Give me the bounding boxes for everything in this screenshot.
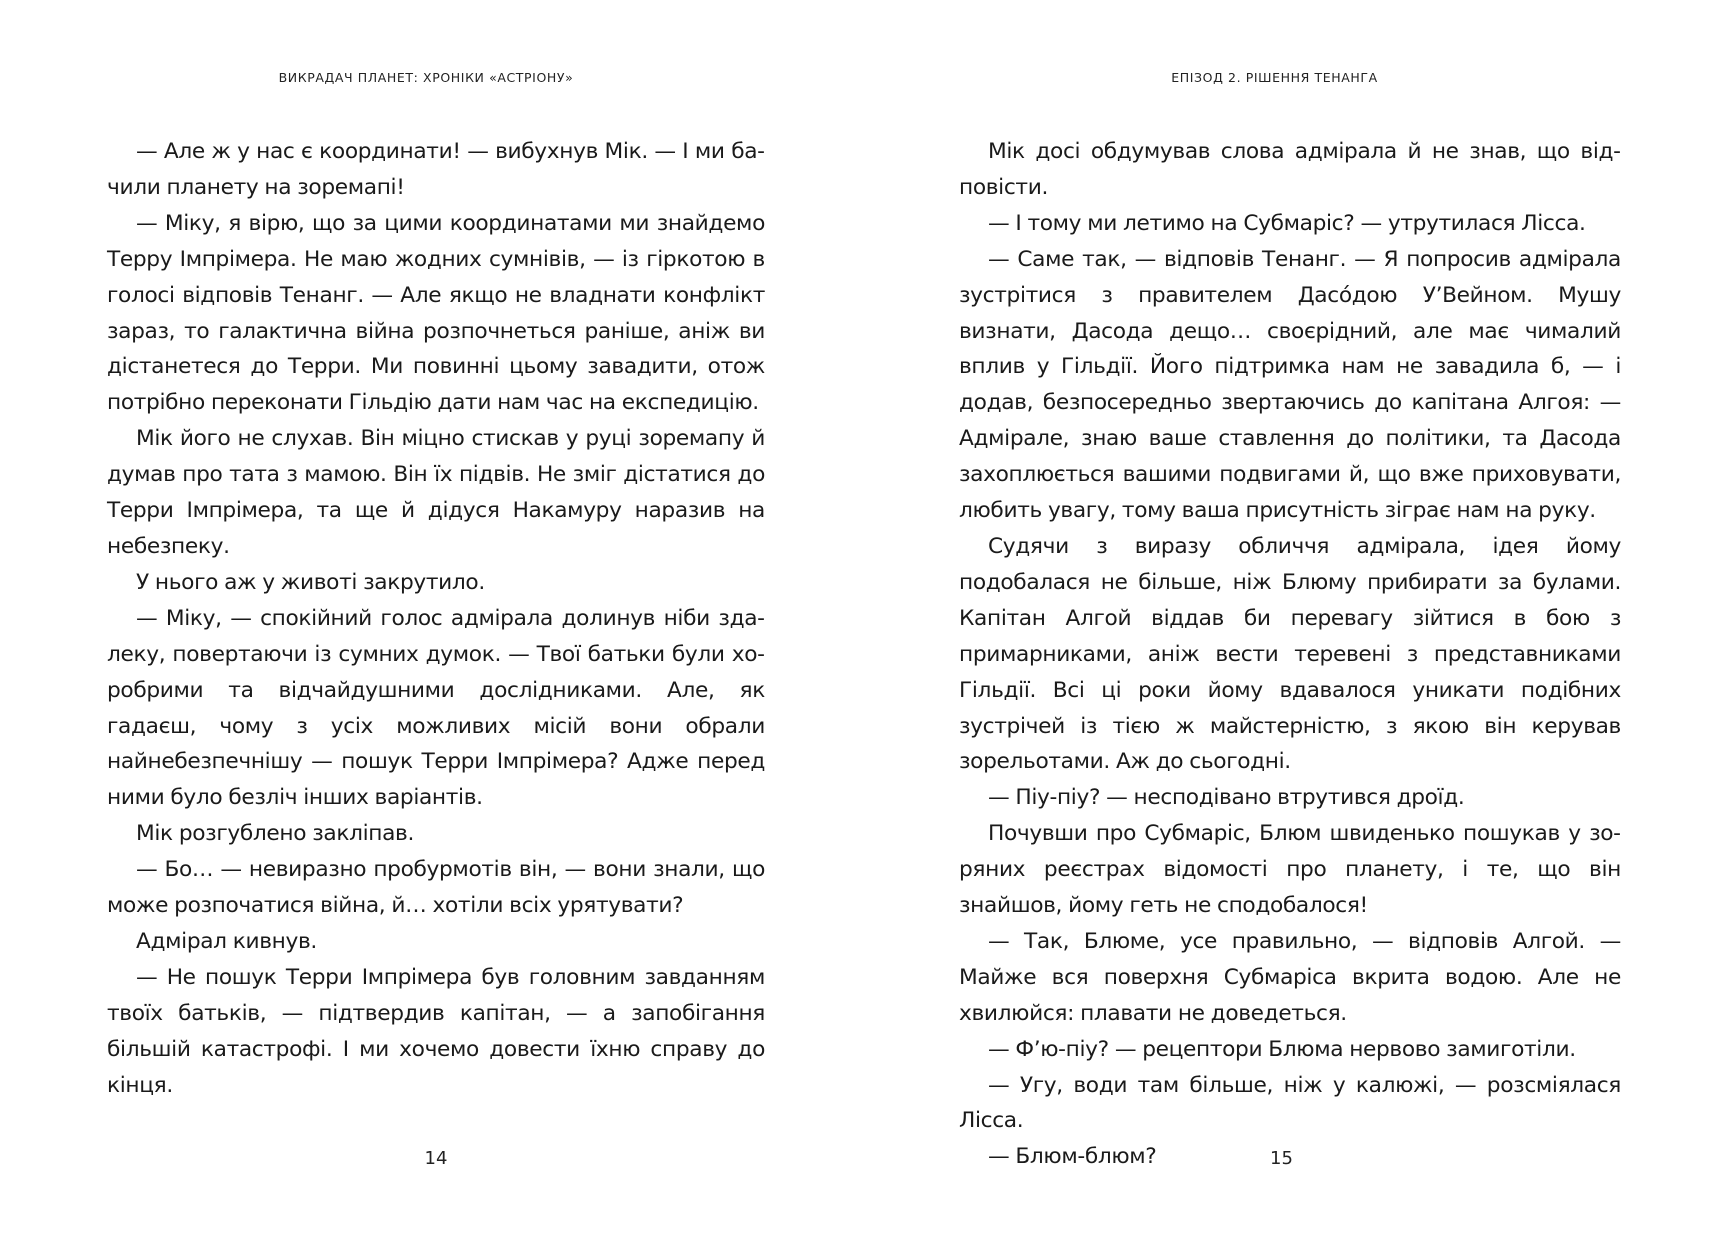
paragraph: Мік його не слухав. Він міцно стискав у руці зоремапу й думав про тата з мамою. Він їх підвів. Не зміг дістатися до Терри Імпрімера, та ще й дідуся Накамуру наразив на небезпеку.: [107, 426, 765, 559]
paragraph: — Ф’ю-піу? — рецептори Блюма нервово замиготіли.: [988, 1036, 1576, 1062]
paragraph: У нього аж у животі закрутило.: [136, 569, 485, 595]
body-text: [959, 134, 1621, 1175]
body-text: [107, 134, 765, 1103]
paragraph: — Піу-піу? — несподівано втрутився дроїд.: [988, 785, 1465, 811]
paragraph: — Угу, води там більше, ніж у калюжі, — розсміялася Лісса.: [959, 1072, 1621, 1134]
paragraph: Мік розгублено закліпав.: [136, 821, 415, 847]
paragraph: Адмірал кивнув.: [136, 928, 317, 954]
paragraph: — Міку, — спокійний голос адмірала долинув ніби здалеку, повертаючи із сумних думок. — Твої батьки були хоробрими та відчайдушними дослідниками. Але, як гадаєш, чому з усіх можливих місій вони обрали найнебезпечнішу — пошук Терри Імпрімера? Адже перед ними було безліч інших варіантів.: [107, 605, 765, 811]
running-head: ЕПІЗОД 2. РІШЕННЯ ТЕНАНГА: [1171, 70, 1378, 85]
paragraph: Почувши про Субмаріс, Блюм швиденько пошукав у зоряних реєстрах відомості про планету, і те, що він знайшов, йому геть не сподобалося!: [959, 821, 1621, 919]
page-number: 15: [1270, 1148, 1293, 1169]
page-number: 14: [424, 1148, 448, 1169]
paragraph: Мік досі обдумував слова адмірала й не знав, що відповісти.: [959, 139, 1621, 200]
left-page: [0, 0, 856, 1241]
paragraph: Судячи з виразу обличчя адмірала, ідея йому подобалася не більше, ніж Блюму прибирати за булами. Капітан Алгой віддав би перевагу зійтися в бою з примарниками, аніж вести теревені з представниками Гільдії. Всі ці роки йому вдавалося уникати подібних зустрічей із тією ж майстерністю, з якою він керував зорельотами. Аж до сьогодні.: [959, 533, 1621, 775]
running-head: ВИКРАДАЧ ПЛАНЕТ: ХРОНІКИ «АСТРІОНУ»: [278, 70, 574, 85]
right-page: [856, 0, 1713, 1241]
paragraph: — Так, Блюме, усе правильно, — відповів Алгой. — Майже вся поверхня Субмаріса вкрита водою. Але не хвилюйся: плавати не доведеться.: [959, 928, 1621, 1026]
paragraph: — Але ж у нас є координати! — вибухнув Мік. — І ми бачили планету на зоремапі!: [107, 139, 765, 200]
paragraph: — Блюм-блюм?: [988, 1144, 1157, 1170]
paragraph: — Бо… — невиразно пробурмотів він, — вони знали, що може розпочатися війна, й… хотіли всіх урятувати?: [107, 857, 765, 919]
paragraph: — Не пошук Терри Імпрімера був головним завданням твоїх батьків, — підтвердив капітан, — а запобігання більшій катастрофі. І ми хочемо довести їхню справу до кінця.: [107, 964, 765, 1098]
paragraph: — Міку, я вірю, що за цими координатами ми знайдемо Терру Імпрімера. Не маю жодних сумнівів, — із гіркотою в голосі відповів Тенанг. — Але якщо не владнати конфлікт зараз, то галактична війна розпочнеться раніше, аніж ви дістанетеся до Терри. Ми повинні цьому завадити, отож потрібно переконати Гільдію дати нам час на експедицію.: [107, 210, 765, 416]
paragraph: — Саме так, — відповів Тенанг. — Я попросив адмірала зустрітися з правителем Дасо́дою У’Вейном. Мушу визнати, Дасода дещо… своєрідний, але має чималий вплив у Гільдії. Його підтримка нам не завадила б, — і додав, безпосередньо звертаючись до капітана Алгоя: — Адмірале, знаю ваше ставлення до політики, та Дасода захоплюється вашими подвигами й, що вже приховувати, любить увагу, тому ваша присутність зіграє нам на руку.: [959, 246, 1621, 524]
paragraph: — І тому ми летимо на Субмаріс? — утрутилася Лісса.: [988, 210, 1586, 236]
